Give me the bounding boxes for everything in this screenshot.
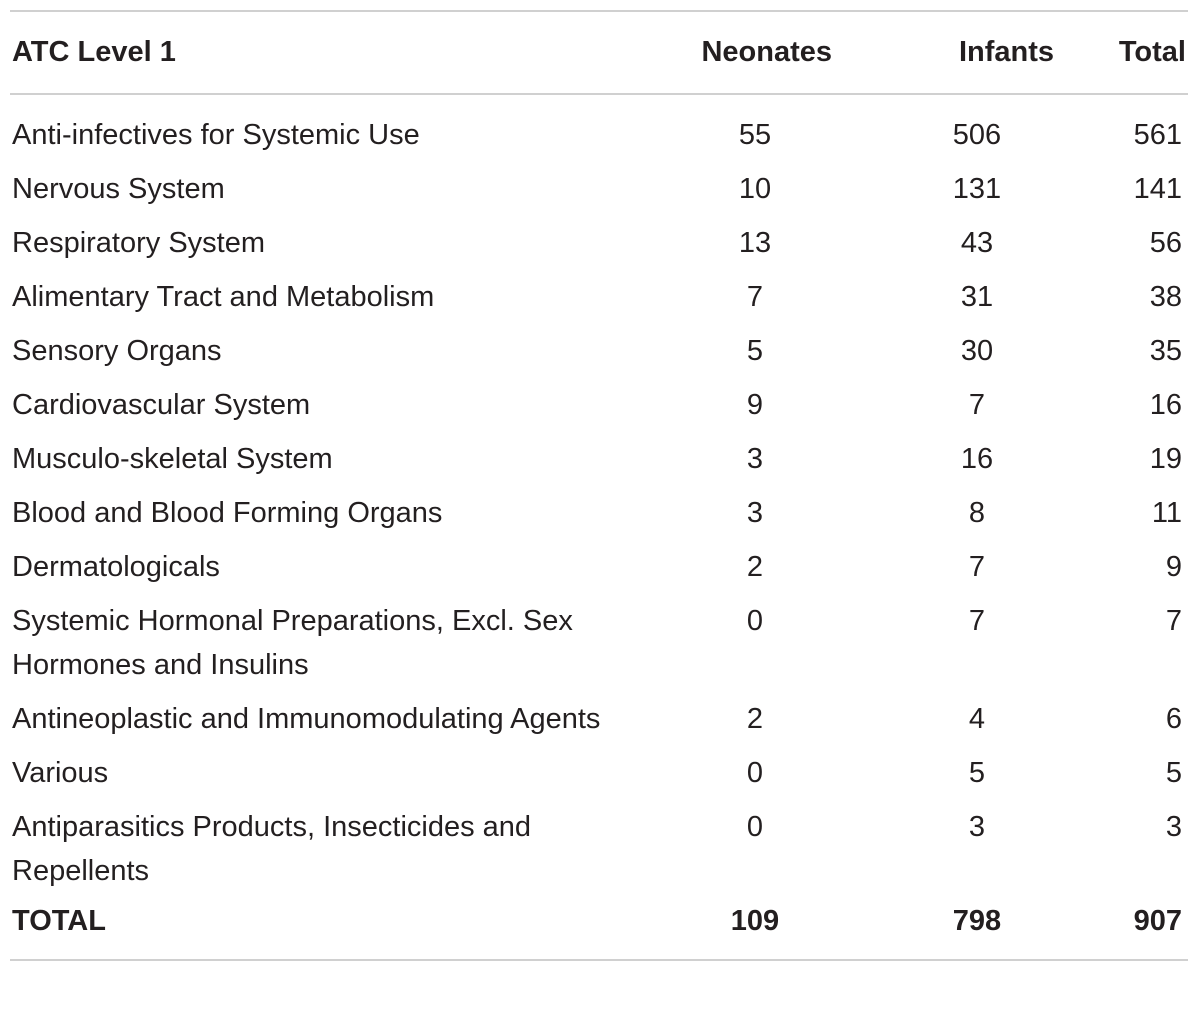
- row-label: Antiparasitics Products, Insecticides and Repellents: [12, 811, 532, 887]
- row-neonates: 5: [746, 335, 764, 367]
- table-row: [10, 157, 1188, 211]
- table-row: [10, 94, 1188, 157]
- row-total: 3: [1165, 811, 1182, 843]
- row-infants: 7: [968, 605, 986, 637]
- row-neonates: 2: [746, 551, 764, 583]
- table-footer: [10, 893, 1188, 960]
- row-neonates: 0: [746, 757, 764, 789]
- row-total: 35: [1149, 335, 1182, 367]
- row-neonates: 13: [738, 227, 772, 259]
- row-total: 38: [1149, 281, 1182, 313]
- total-infants: 798: [952, 905, 1002, 937]
- header-infants: Infants: [958, 36, 1054, 68]
- row-neonates: 10: [738, 173, 772, 205]
- table-row: [10, 535, 1188, 589]
- total-row: [10, 893, 1188, 960]
- row-neonates: 0: [746, 605, 764, 637]
- row-infants: 7: [968, 551, 986, 583]
- row-label: Nervous System: [12, 173, 225, 205]
- row-neonates: 9: [746, 389, 764, 421]
- row-neonates: 7: [746, 281, 764, 313]
- row-label: Anti-infectives for Systemic Use: [12, 119, 420, 151]
- header-total: Total: [1118, 36, 1186, 68]
- row-label: Musculo-skeletal System: [12, 443, 333, 475]
- row-label: Dermatologicals: [12, 551, 220, 583]
- row-label: Cardiovascular System: [12, 389, 311, 421]
- row-total: 7: [1165, 605, 1182, 637]
- row-neonates: 2: [746, 703, 764, 735]
- total-neonates: 109: [730, 905, 780, 937]
- header-atc-level-1: ATC Level 1: [12, 36, 176, 68]
- row-infants: 4: [968, 703, 986, 735]
- table-header: [10, 11, 1188, 94]
- row-infants: 16: [960, 443, 994, 475]
- header-neonates: Neonates: [701, 36, 832, 68]
- row-infants: 43: [960, 227, 994, 259]
- table-row: [10, 265, 1188, 319]
- row-total: 56: [1149, 227, 1182, 259]
- row-total: 5: [1165, 757, 1182, 789]
- row-infants: 5: [968, 757, 986, 789]
- row-total: 561: [1133, 119, 1182, 151]
- total-label: TOTAL: [12, 905, 106, 937]
- row-infants: 3: [968, 811, 986, 843]
- table-row: [10, 373, 1188, 427]
- atc-table-container: [10, 10, 1188, 961]
- table-row: [10, 427, 1188, 481]
- row-label: Alimentary Tract and Metabolism: [12, 281, 435, 313]
- row-total: 6: [1165, 703, 1182, 735]
- header-row: [10, 11, 1188, 94]
- row-neonates: 3: [746, 497, 764, 529]
- row-infants: 506: [952, 119, 1002, 151]
- table-row: [10, 589, 1188, 687]
- row-total: 19: [1149, 443, 1182, 475]
- row-neonates: 55: [738, 119, 772, 151]
- table-row: [10, 741, 1188, 795]
- row-total: 11: [1151, 497, 1182, 529]
- row-neonates: 0: [746, 811, 764, 843]
- row-total: 141: [1133, 173, 1182, 205]
- row-infants: 131: [952, 173, 1002, 205]
- table-row: [10, 687, 1188, 741]
- row-label: Blood and Blood Forming Organs: [12, 497, 443, 529]
- table-row: [10, 795, 1188, 893]
- row-infants: 31: [960, 281, 994, 313]
- total-total: 907: [1133, 905, 1182, 937]
- table-row: [10, 319, 1188, 373]
- row-label: Various: [12, 757, 109, 789]
- atc-level-1-table: [10, 10, 1188, 961]
- row-neonates: 3: [746, 443, 764, 475]
- row-infants: 7: [968, 389, 986, 421]
- row-label: Systemic Hormonal Preparations, Excl. Sex Hormones and Insulins: [12, 605, 573, 681]
- row-label: Antineoplastic and Immunomodulating Agents: [12, 703, 601, 735]
- row-total: 9: [1165, 551, 1182, 583]
- table-row: [10, 481, 1188, 535]
- row-label: Respiratory System: [12, 227, 266, 259]
- row-label: Sensory Organs: [12, 335, 222, 367]
- table-body: [10, 94, 1188, 893]
- row-infants: 30: [960, 335, 994, 367]
- row-total: 16: [1149, 389, 1182, 421]
- table-row: [10, 211, 1188, 265]
- row-infants: 8: [968, 497, 986, 529]
